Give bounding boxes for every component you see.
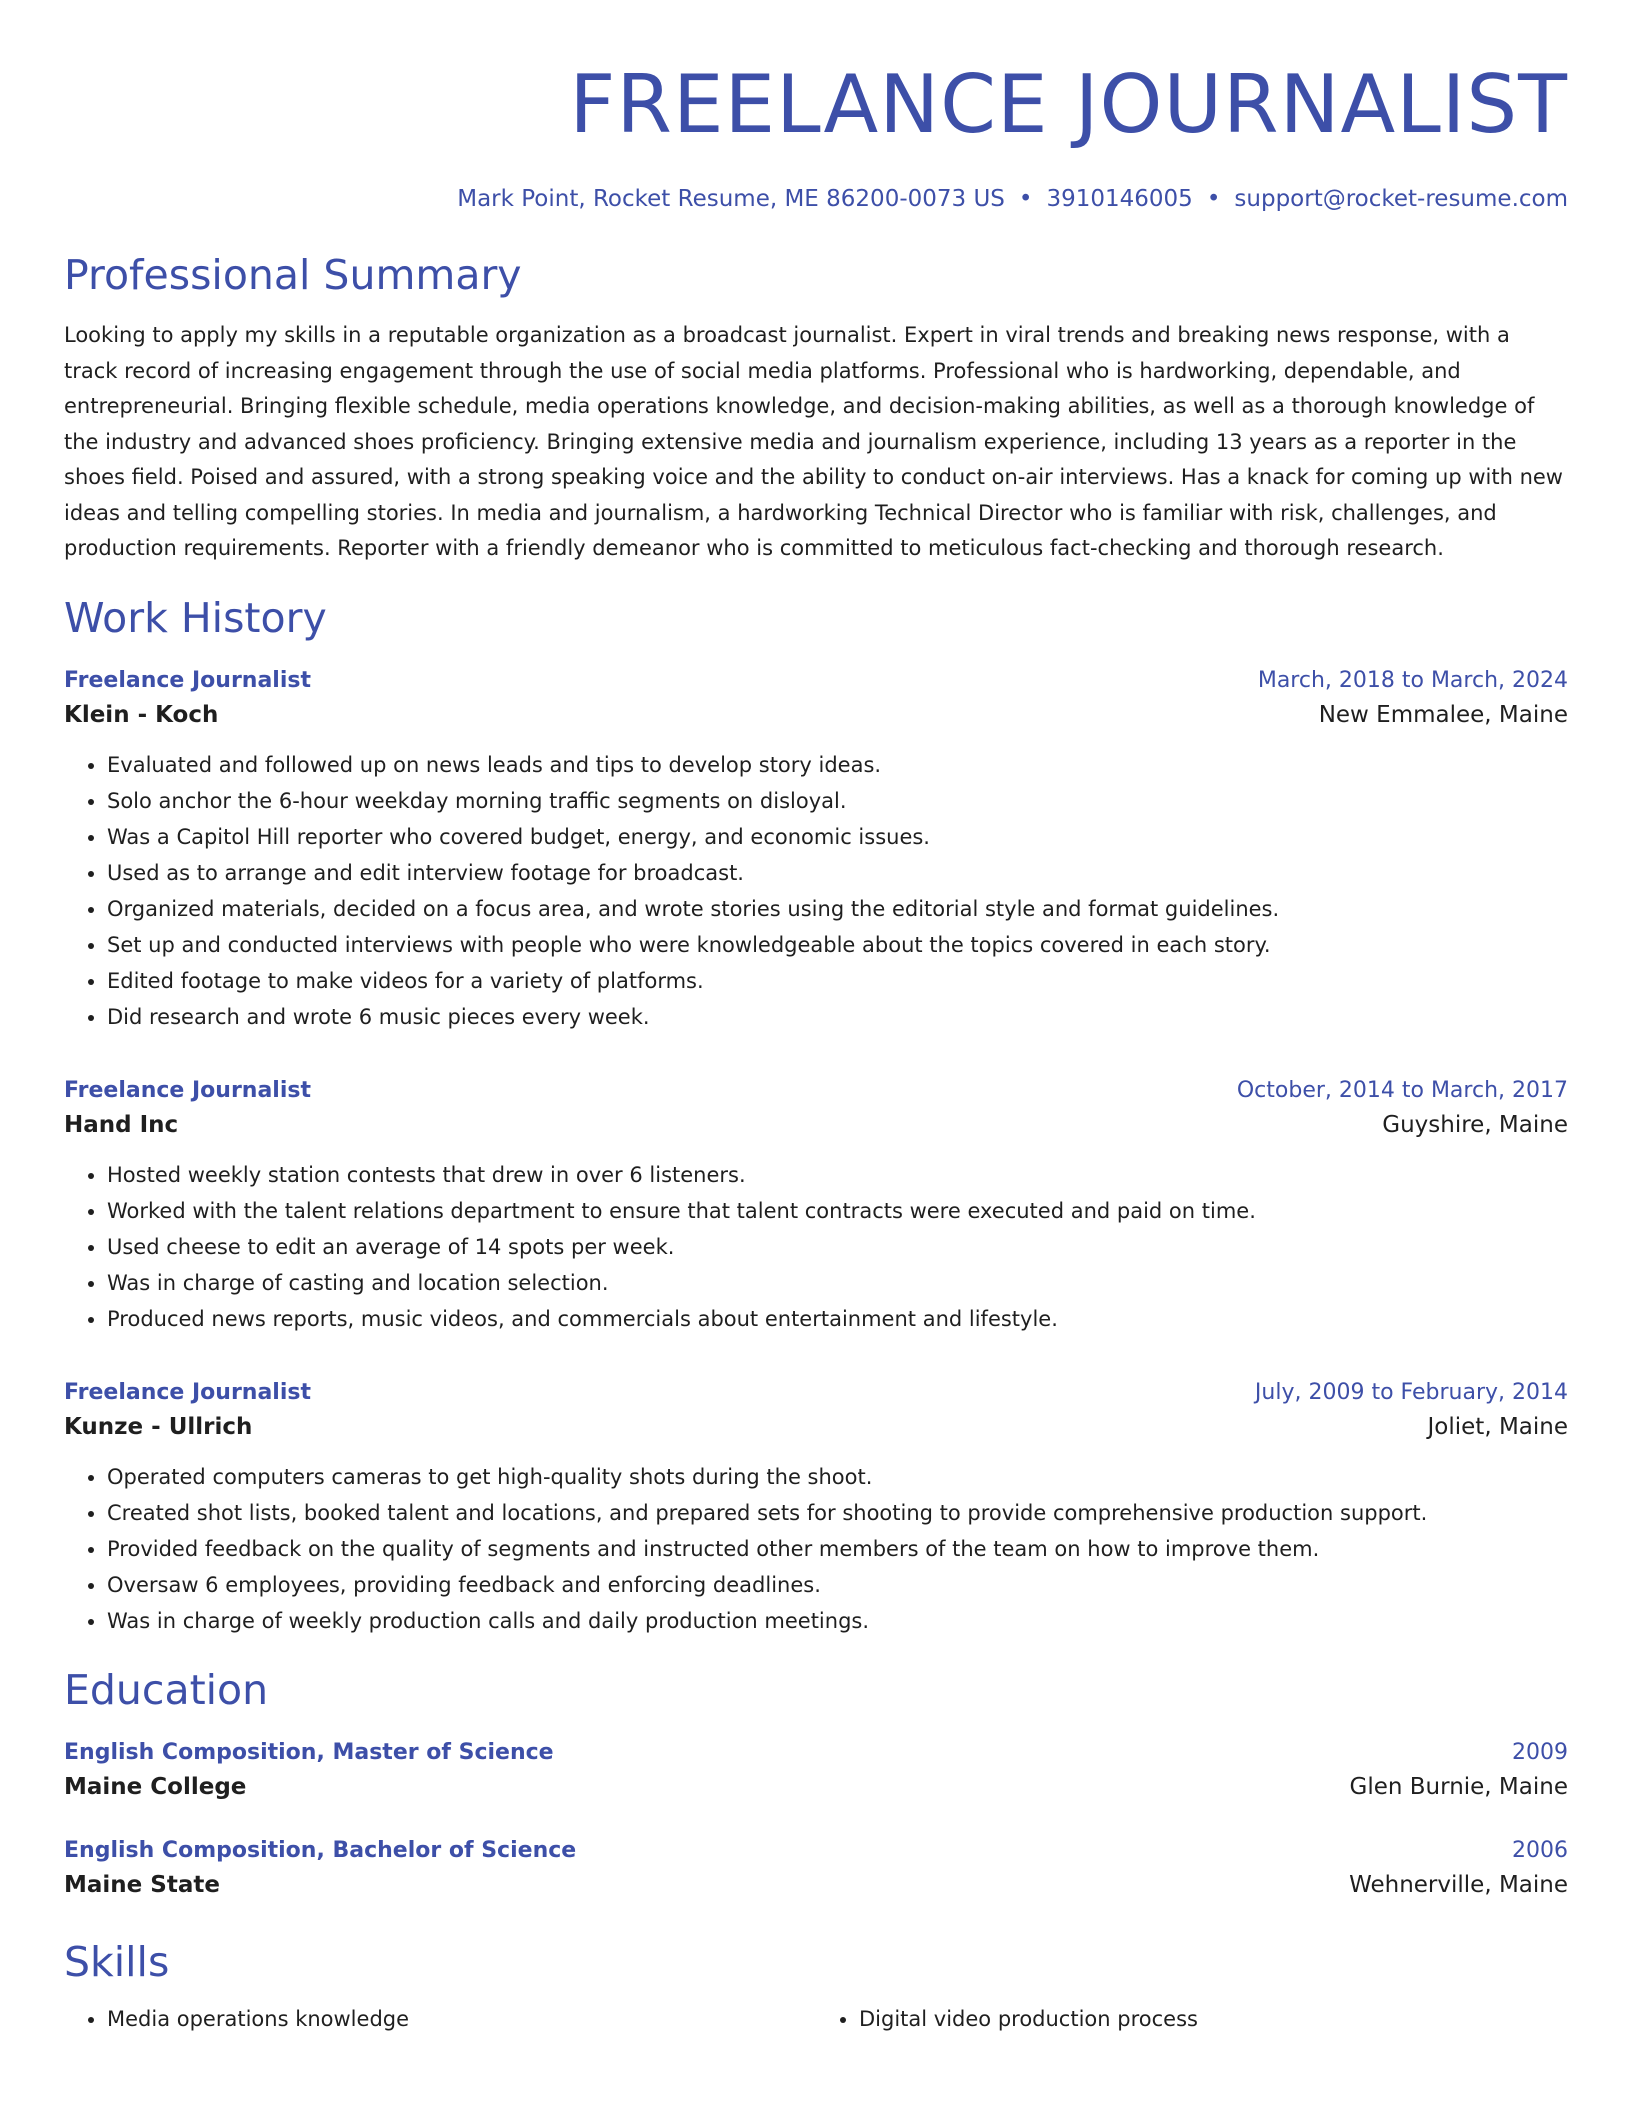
job-company: Kunze - Ullrich bbox=[64, 1413, 253, 1440]
contact-address: Mark Point, Rocket Resume, ME 86200-0073 US bbox=[457, 186, 1005, 212]
contact-phone: 3910146005 bbox=[1046, 186, 1193, 212]
skill-item: • Media operations knowledge bbox=[107, 2001, 816, 2037]
skills-column-right bbox=[816, 2001, 1568, 2037]
job-bullet: • Oversaw 6 employees, providing feedback and enforcing deadlines. bbox=[107, 1567, 1568, 1603]
job-bullet: • Worked with the talent relations department to ensure that talent contracts were executed and paid on time. bbox=[107, 1193, 1568, 1229]
job-bullet: • Set up and conducted interviews with people who were knowledgeable about the topics covered in each story. bbox=[107, 927, 1568, 963]
job-company: Klein - Koch bbox=[64, 701, 219, 728]
education-location: Glen Burnie, Maine bbox=[1349, 1773, 1568, 1800]
contact-email: support@rocket-resume.com bbox=[1234, 186, 1568, 212]
job-dates: July, 2009 to February, 2014 bbox=[1254, 1379, 1568, 1405]
job-dates: March, 2018 to March, 2024 bbox=[1257, 667, 1568, 693]
job-dates: October, 2014 to March, 2017 bbox=[1236, 1077, 1568, 1103]
professional-summary-section bbox=[64, 250, 1568, 567]
job-bullet: • Did research and wrote 6 music pieces every week. bbox=[107, 999, 1568, 1035]
job-location: Guyshire, Maine bbox=[1382, 1111, 1568, 1138]
job-bullet: • Was in charge of casting and location selection. bbox=[107, 1265, 1568, 1301]
work-history-section bbox=[64, 593, 1568, 1639]
job-bullets bbox=[64, 1157, 1568, 1337]
job-bullet: • Used as to arrange and edit interview footage for broadcast. bbox=[107, 855, 1568, 891]
skills-column-left bbox=[64, 2001, 816, 2037]
job-location: New Emmalee, Maine bbox=[1318, 701, 1568, 728]
job-role: Freelance Journalist bbox=[64, 667, 311, 693]
section-heading: Skills bbox=[64, 1937, 170, 1986]
job-company: Hand Inc bbox=[64, 1111, 179, 1138]
job-bullet: • Provided feedback on the quality of segments and instructed other members of the team on how to improve them. bbox=[107, 1531, 1568, 1567]
skills-section bbox=[64, 1937, 1568, 2037]
education-section bbox=[64, 1665, 1568, 1903]
education-year: 2009 bbox=[1512, 1739, 1568, 1765]
education-degree: English Composition, Master of Science bbox=[64, 1739, 554, 1765]
job-bullet: • Produced news reports, music videos, and commercials about entertainment and lifestyle. bbox=[107, 1301, 1568, 1337]
job-bullet: • Was a Capitol Hill reporter who covered budget, energy, and economic issues. bbox=[107, 819, 1568, 855]
job-role: Freelance Journalist bbox=[64, 1379, 311, 1405]
job-bullets bbox=[64, 1459, 1568, 1639]
contact-line bbox=[64, 184, 1568, 214]
job-entry bbox=[64, 1377, 1568, 1639]
job-bullet: • Edited footage to make videos for a variety of platforms. bbox=[107, 963, 1568, 999]
job-bullet: • Organized materials, decided on a focus area, and wrote stories using the editorial style and format guidelines. bbox=[107, 891, 1568, 927]
job-bullet: • Solo anchor the 6-hour weekday morning traffic segments on disloyal. bbox=[107, 783, 1568, 819]
education-school: Maine State bbox=[64, 1871, 220, 1898]
section-heading: Work History bbox=[64, 593, 327, 642]
education-school: Maine College bbox=[64, 1773, 247, 1800]
skills-columns bbox=[64, 2001, 1568, 2037]
resume-title: FREELANCE JOURNALIST bbox=[569, 58, 1568, 151]
job-bullet: • Hosted weekly station contests that drew in over 6 listeners. bbox=[107, 1157, 1568, 1193]
education-degree: English Composition, Bachelor of Science bbox=[64, 1837, 577, 1863]
section-heading: Education bbox=[64, 1665, 269, 1714]
job-role: Freelance Journalist bbox=[64, 1077, 311, 1103]
job-entry bbox=[64, 665, 1568, 1035]
job-entry bbox=[64, 1075, 1568, 1337]
skill-item: • Digital video production process bbox=[859, 2001, 1568, 2037]
job-bullet: • Evaluated and followed up on news leads and tips to develop story ideas. bbox=[107, 747, 1568, 783]
job-bullet: • Created shot lists, booked talent and locations, and prepared sets for shooting to provide comprehensive production support. bbox=[107, 1495, 1568, 1531]
education-entry bbox=[64, 1835, 1568, 1903]
job-bullet: • Was in charge of weekly production calls and daily production meetings. bbox=[107, 1603, 1568, 1639]
resume-header bbox=[64, 0, 1568, 214]
education-year: 2006 bbox=[1512, 1837, 1568, 1863]
job-bullets bbox=[64, 747, 1568, 1035]
education-entry bbox=[64, 1737, 1568, 1805]
contact-separator: • bbox=[1018, 186, 1033, 212]
job-location: Joliet, Maine bbox=[1427, 1413, 1568, 1440]
summary-text: Looking to apply my skills in a reputable organization as a broadcast journalist. Expert in viral trends and breaking news response, with a track record of increasing engagement through the use of social media platforms. Professional who is hardworking, dependable, and entrepreneurial. Bringing flexible schedule, media operations knowledge, and decision-making abilities, as well as a thorough knowledge of the industry and advanced shoes proficiency. Bringing extensive media and journalism experience, including 13 years as a reporter in the shoes field. Poised and assured, with a strong speaking voice and the ability to conduct on-air interviews. Has a knack for coming up with new ideas and telling compelling stories. In media and journalism, a hardworking Technical Director who is familiar with risk, challenges, and production requirements. Reporter with a friendly demeanor who is committed to meticulous fact-checking and thorough research. bbox=[64, 323, 1563, 560]
education-location: Wehnerville, Maine bbox=[1349, 1871, 1568, 1898]
section-heading: Professional Summary bbox=[64, 251, 522, 299]
job-bullet: • Used cheese to edit an average of 14 spots per week. bbox=[107, 1229, 1568, 1265]
job-bullet: • Operated computers cameras to get high-quality shots during the shoot. bbox=[107, 1459, 1568, 1495]
contact-separator: • bbox=[1206, 186, 1221, 212]
